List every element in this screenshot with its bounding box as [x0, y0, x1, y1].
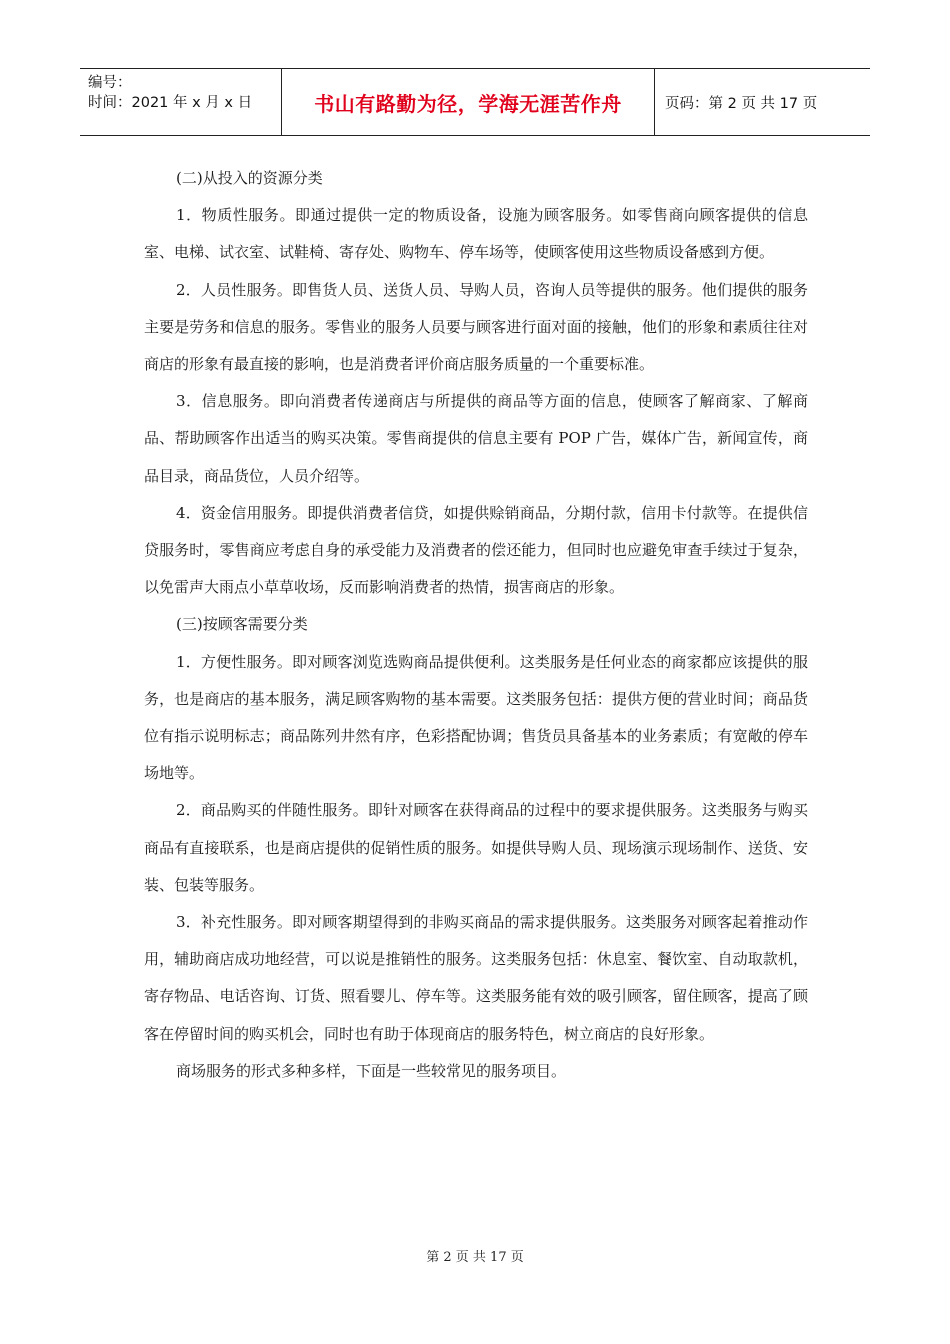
paragraph: 商场服务的形式多种多样，下面是一些较常见的服务项目。 — [176, 1061, 567, 1080]
section-heading: (三)按顾客需要分类 — [176, 615, 308, 634]
document-date: 时间：2021 年 x 月 x 日 — [88, 95, 253, 111]
document-body — [144, 160, 808, 1090]
paragraph: 2．商品购买的伴随性服务。即针对顾客在获得商品的过程中的要求提供服务。这类服务与购买商品有直接联系，也是商店提供的促销性质的服务。如提供导购人员、现场演示现场制作、送货、安装、包装等服务。 — [144, 801, 808, 894]
paragraph: 1．方便性服务。即对顾客浏览选购商品提供便利。这类服务是任何业态的商家都应该提供的服务，也是商店的基本服务，满足顾客购物的基本需要。这类服务包括：提供方便的营业时间；商品货位有指示说明标志；商品陈列井然有序，色彩搭配协调；售货员具备基本的业务素质；有宽敞的停车场地等。 — [144, 652, 808, 783]
document-number: 编号： — [88, 75, 132, 91]
paragraph: 3．信息服务。即向消费者传递商店与所提供的商品等方面的信息，使顾客了解商家、了解商品、帮助顾客作出适当的购买决策。零售商提供的信息主要有 POP 广告，媒体广告，新闻宣传，商品目录，商品货位，人员介绍等。 — [144, 392, 808, 485]
section-heading: (二)从投入的资源分类 — [176, 169, 323, 187]
paragraph: 3．补充性服务。即对顾客期望得到的非购买商品的需求提供服务。这类服务对顾客起着推动作用，辅助商店成功地经营，可以说是推销性的服务。这类服务包括：休息室、餐饮室、自动取款机，寄存物品、电话咨询、订货、照看婴儿、停车等。这类服务能有效的吸引顾客，留住顾客，提高了顾客在停留时间的购买机会，同时也有助于体现商店的服务特色，树立商店的良好形象。 — [144, 913, 808, 1043]
paragraph: 1．物质性服务。即通过提供一定的物质设备，设施为顾客服务。如零售商向顾客提供的信息室、电梯、试衣室、试鞋椅、寄存处、购物车、停车场等，使顾客使用这些物质设备感到方便。 — [144, 206, 808, 262]
paragraph: 2．人员性服务。即售货人员、送货人员、导购人员，咨询人员等提供的服务。他们提供的服务主要是劳务和信息的服务。零售业的服务人员要与顾客进行面对面的接触，他们的形象和素质往往对商店的形象有最直接的影响，也是消费者评价商店服务质量的一个重要标准。 — [144, 280, 808, 374]
header-meta — [80, 69, 282, 135]
page-header — [80, 68, 870, 136]
page-footer: 第 2 页 共 17 页 — [426, 1250, 524, 1265]
header-page-info: 页码：第 2 页 共 17 页 — [665, 95, 818, 112]
header-motto: 书山有路勤为径，学海无涯苦作舟 — [282, 69, 655, 135]
paragraph: 4．资金信用服务。即提供消费者信贷，如提供赊销商品，分期付款，信用卡付款等。在提供信贷服务时，零售商应考虑自身的承受能力及消费者的偿还能力，但同时也应避免审查手续过于复杂，以免雷声大雨点小草草收场，反而影响消费者的热情，损害商店的形象。 — [144, 503, 808, 597]
